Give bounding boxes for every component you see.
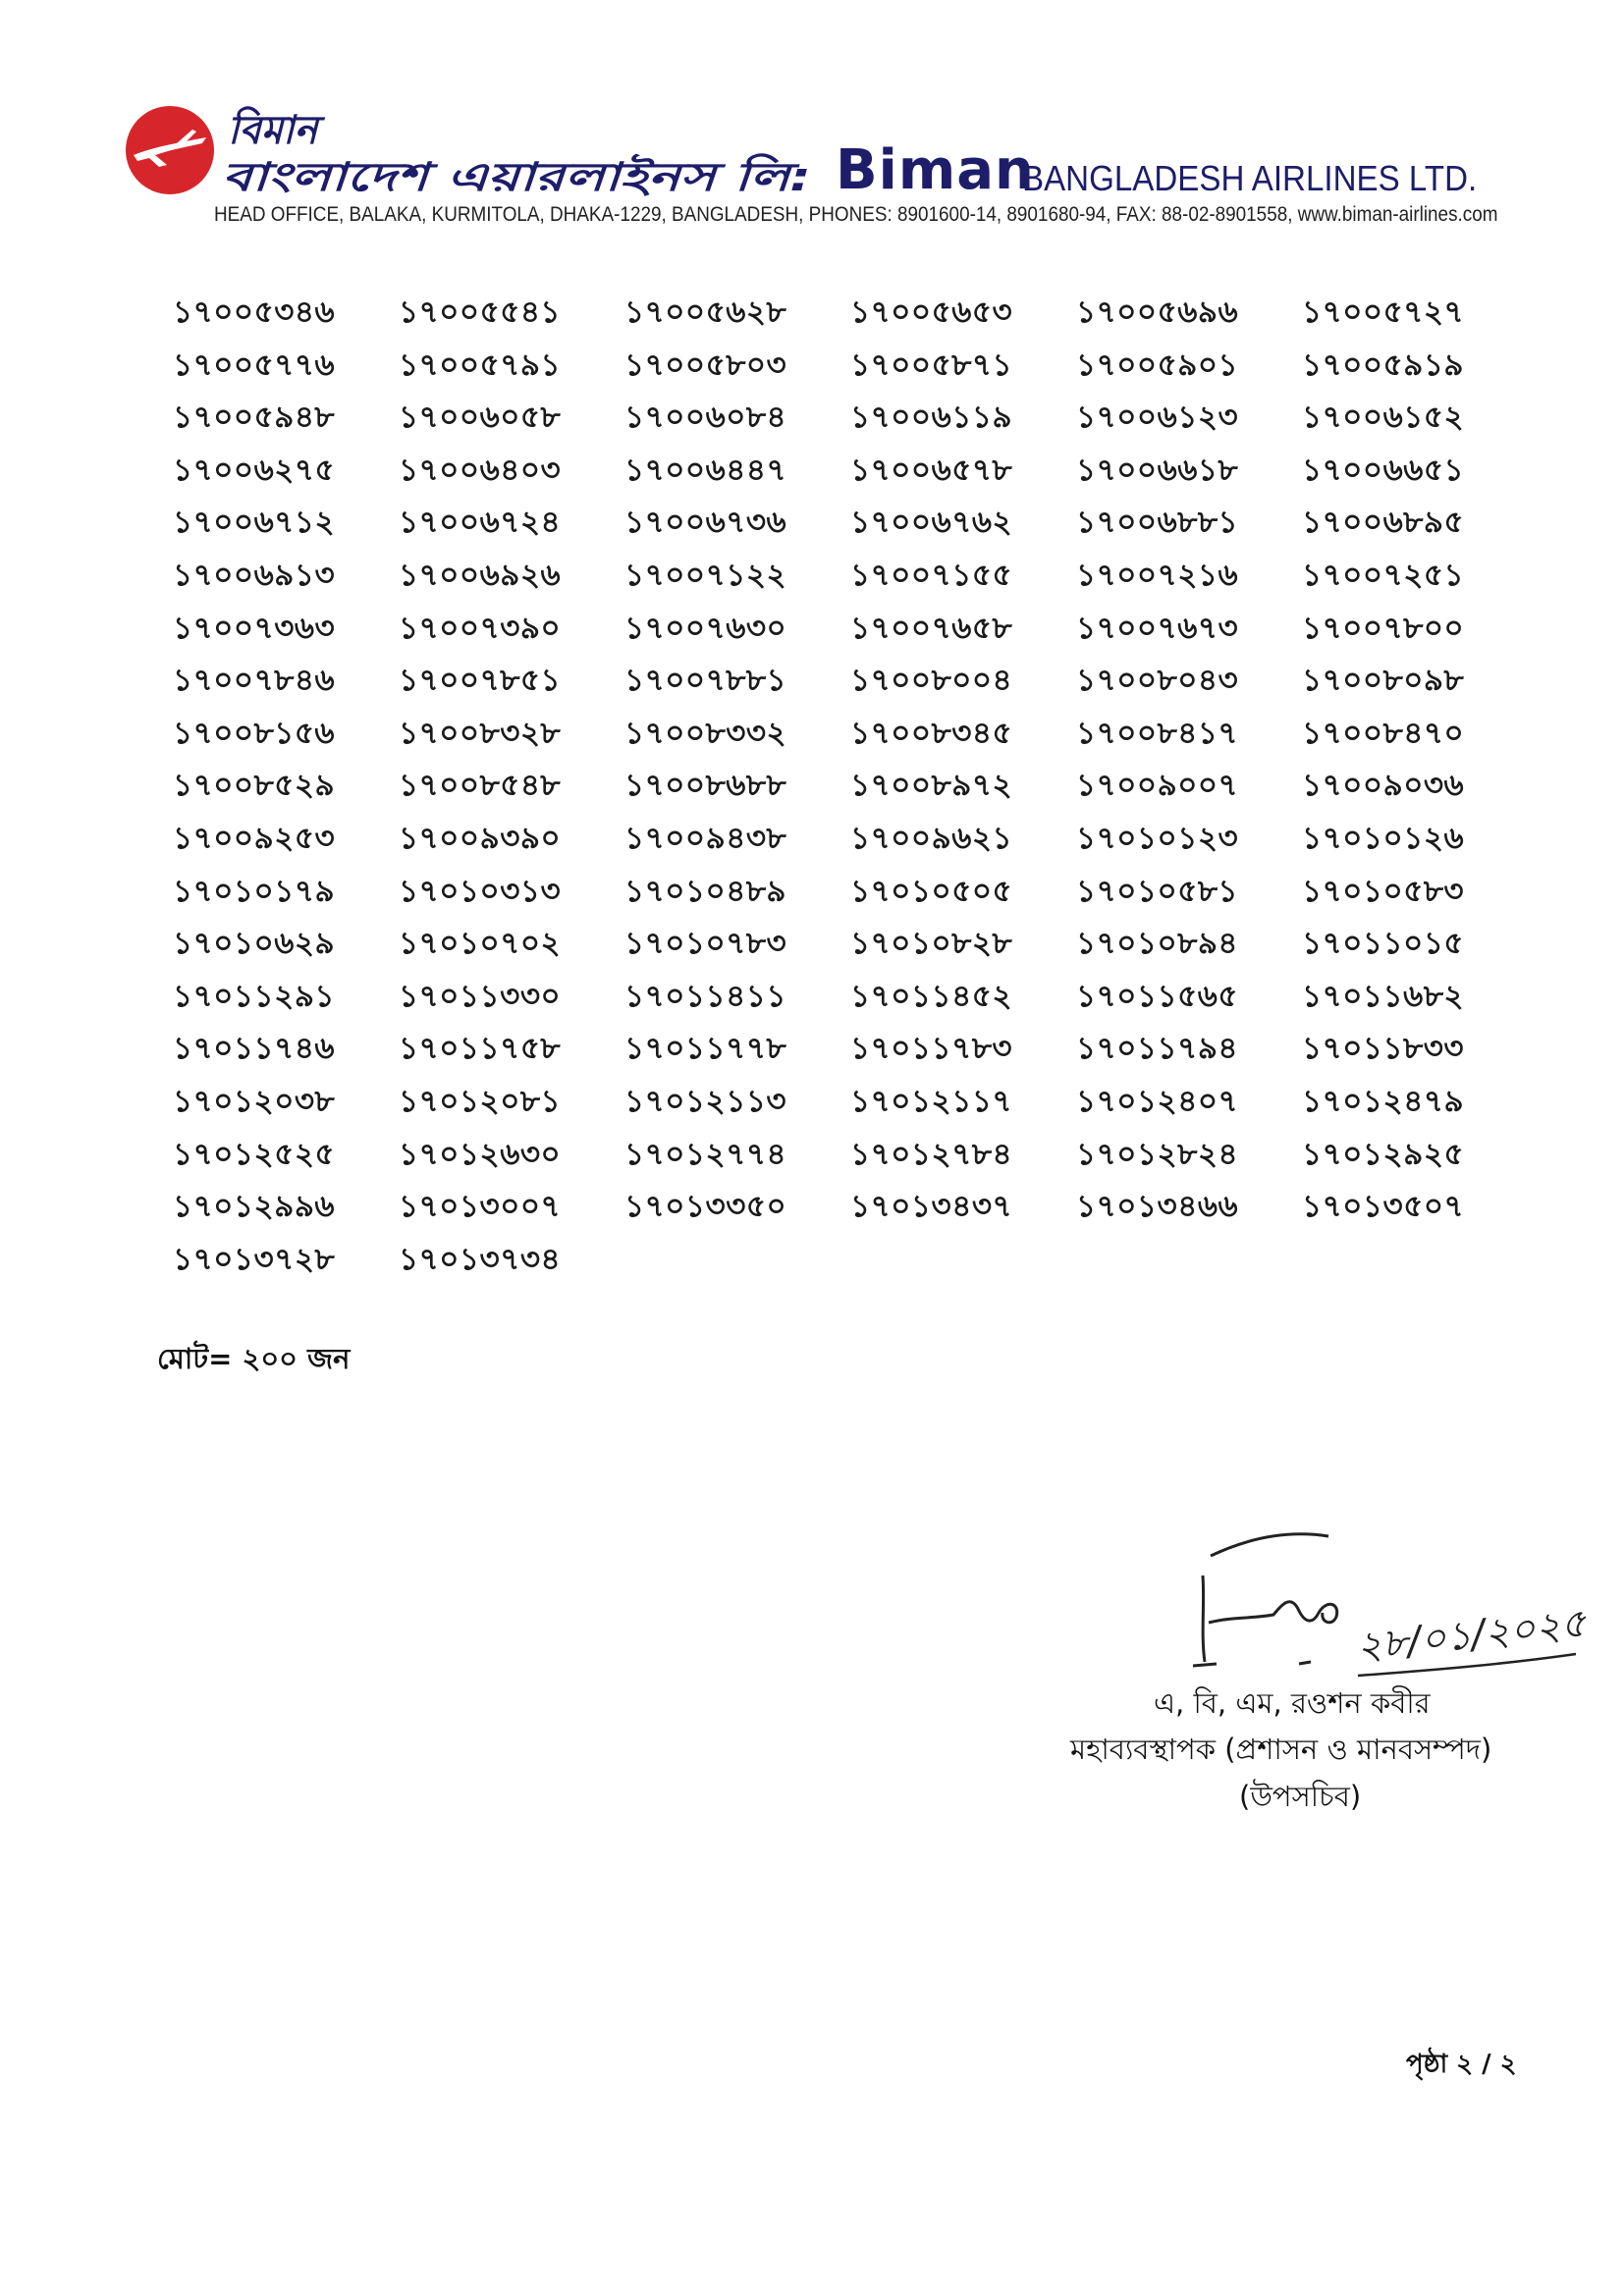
roll-number: ১৭০১০৩১৩ — [399, 873, 562, 909]
roll-number: ১৭০০৭২১৬ — [1076, 557, 1239, 593]
roll-number: ১৭০০৫৯০১ — [1076, 347, 1239, 383]
roll-number: ১৭০১১৩৩০ — [399, 978, 562, 1014]
roll-number: ১৭০০৫৮০৩ — [624, 347, 787, 383]
roll-number: ১৭০১১৮৩৩ — [1302, 1031, 1465, 1067]
roll-number: ১৭০১৩৩৫০ — [624, 1189, 787, 1225]
roll-number: ১৭০১১২৯১ — [173, 978, 336, 1014]
roll-number: ১৭০১১৪১১ — [624, 978, 787, 1014]
roll-number: ১৭০১৩৭২৮ — [173, 1241, 336, 1277]
roll-number: ১৭০০৭৬৫৮ — [850, 610, 1013, 646]
roll-number: ১৭০১০৪৮৯ — [624, 873, 787, 909]
roll-number: ১৭০০৭৬৩০ — [624, 610, 787, 646]
roll-number: ১৭০০৬৮৮১ — [1076, 505, 1239, 541]
roll-number: ১৭০১০৮২৮ — [850, 926, 1013, 962]
roll-number: ১৭০০৬৯১৩ — [173, 557, 336, 593]
roll-number-grid — [173, 291, 1518, 1290]
roll-number: ১৭০০৭৬৭৩ — [1076, 610, 1239, 646]
roll-number: ১৭০০৬৪৪৭ — [624, 452, 787, 488]
roll-number: ১৭০০৮৩৪৫ — [850, 715, 1013, 751]
roll-number: ১৭০০৮৯৭২ — [850, 768, 1013, 804]
roll-number: ১৭০০৫৬৯৬ — [1076, 294, 1239, 330]
roll-number: ১৭০০৫৩৪৬ — [173, 294, 336, 330]
letterhead — [124, 98, 1498, 236]
total-count: মোট= ২০০ জন — [157, 1342, 351, 1375]
roll-number: ১৭০১৩০০৭ — [399, 1189, 562, 1225]
roll-number: ১৭০০৮৫৪৮ — [399, 768, 562, 804]
roll-number: ১৭০১০১২৬ — [1302, 820, 1465, 856]
brand-english: BANGLADESH AIRLINES LTD. — [1022, 158, 1478, 198]
roll-number: ১৭০১০৬২৯ — [173, 926, 336, 962]
roll-number: ১৭০০৮৪১৭ — [1076, 715, 1239, 751]
roll-number: ১৭০০৭৮৪৬ — [173, 663, 336, 699]
roll-number: ১৭০০৬৯২৬ — [399, 557, 562, 593]
roll-number: ১৭০০৬৭৬২ — [850, 505, 1013, 541]
roll-number: ১৭০১০৫৮১ — [1076, 873, 1239, 909]
roll-number: ১৭০০৬১২৩ — [1076, 400, 1239, 436]
roll-number: ১৭০১২০৮১ — [399, 1083, 562, 1119]
roll-number: ১৭০০৫৫৪১ — [399, 294, 562, 330]
roll-number: ১৭০০৬৭৩৬ — [624, 505, 787, 541]
roll-number: ১৭০১০৫০৫ — [850, 873, 1013, 909]
roll-number: ১৭০০৫৯৪৮ — [173, 400, 336, 436]
roll-number: ১৭০১০১২৩ — [1076, 820, 1239, 856]
roll-number: ১৭০১২০৩৮ — [173, 1083, 336, 1119]
roll-number: ১৭০০৯০০৭ — [1076, 768, 1239, 804]
roll-number: ১৭০১২৪৭৯ — [1302, 1083, 1465, 1119]
roll-number: ১৭০১০৭০২ — [399, 926, 562, 962]
roll-number: ১৭০০৬৫৭৮ — [850, 452, 1013, 488]
roll-number: ১৭০০৯০৩৬ — [1302, 768, 1465, 804]
head-office-address: HEAD OFFICE, BALAKA, KURMITOLA, DHAKA-1229, BANGLADESH, PHONES: 8901600-14, 8901680-94, FAX: 88-02-8901558, www.biman-airlines.com — [214, 203, 1498, 226]
roll-number: ১৭০০৯৩৯০ — [399, 820, 562, 856]
page-number: পৃষ্ঠা ২ / ২ — [1406, 2050, 1517, 2079]
roll-number: ১৭০০৫৭৭৬ — [173, 347, 336, 383]
roll-number: ১৭০০৬২৭৫ — [173, 452, 336, 488]
roll-number: ১৭০১৩৭৩৪ — [399, 1241, 562, 1277]
roll-number: ১৭০০৮০৪৩ — [1076, 663, 1239, 699]
roll-number: ১৭০০৭৩৬৩ — [173, 610, 336, 646]
roll-number: ১৭০০৫৬২৮ — [624, 294, 787, 330]
roll-number: ১৭০০৭১২২ — [624, 557, 787, 593]
signatory-designation: মহাব্যবস্থাপক (প্রশাসন ও মানবসম্পদ) — [1070, 1733, 1492, 1766]
roll-number: ১৭০১১৭৪৬ — [173, 1031, 336, 1067]
roll-number: ১৭০১২৬৩০ — [399, 1136, 562, 1172]
roll-number: ১৭০০৬০৫৮ — [399, 400, 562, 436]
roll-number: ১৭০১২১১৭ — [850, 1083, 1013, 1119]
roll-number: ১৭০০৭৮৫১ — [399, 663, 562, 699]
roll-number: ১৭০০৬৮৯৫ — [1302, 505, 1465, 541]
roll-number: ১৭০০৮৫২৯ — [173, 768, 336, 804]
roll-number: ১৭০১১৪৫২ — [850, 978, 1013, 1014]
roll-number: ১৭০০৬৬১৮ — [1076, 452, 1239, 488]
roll-number: ১৭০১২১১৩ — [624, 1083, 787, 1119]
signatory-name: এ, বি, এম, রওশন কবীর — [1154, 1686, 1431, 1720]
roll-number: ১৭০১০৫৮৩ — [1302, 873, 1465, 909]
signature-handwritten — [1183, 1517, 1596, 1693]
roll-number: ১৭০০৮১৫৬ — [173, 715, 336, 751]
signature-date: ২৮/০১/২০২৫ — [1354, 1600, 1589, 1670]
roll-number: ১৭০০৫৬৫৩ — [850, 294, 1013, 330]
roll-number: ১৭০০৫৯১৯ — [1302, 347, 1465, 383]
roll-number: ১৭০১০৭৮৩ — [624, 926, 787, 962]
roll-number: ১৭০০৭৮০০ — [1302, 610, 1465, 646]
roll-number: ১৭০০৮৩২৮ — [399, 715, 562, 751]
roll-number: ১৭০১৩৪৬৬ — [1076, 1189, 1239, 1225]
roll-number: ১৭০০৬১১৯ — [850, 400, 1013, 436]
roll-number: ১৭০০৮০০৪ — [850, 663, 1013, 699]
roll-number: ১৭০০৮৪৭০ — [1302, 715, 1465, 751]
roll-number: ১৭০১২৭৮৪ — [850, 1136, 1013, 1172]
roll-number: ১৭০০৬১৫২ — [1302, 400, 1465, 436]
roll-number: ১৭০১৩৫০৭ — [1302, 1189, 1465, 1225]
roll-number: ১৭০০৫৭২৭ — [1302, 294, 1465, 330]
roll-number: ১৭০০৭৩৯০ — [399, 610, 562, 646]
roll-number: ১৭০১১৭৫৮ — [399, 1031, 562, 1067]
roll-number: ১৭০০৮৬৮৮ — [624, 768, 787, 804]
roll-number: ১৭০০৮৩৩২ — [624, 715, 787, 751]
roll-number: ১৭০১২৭৭৪ — [624, 1136, 787, 1172]
roll-number: ১৭০০৭৮৮১ — [624, 663, 787, 699]
roll-number: ১৭০১১৭৭৮ — [624, 1031, 787, 1067]
roll-number: ১৭০১২৮২৪ — [1076, 1136, 1239, 1172]
roll-number: ১৭০১১৭৮৩ — [850, 1031, 1013, 1067]
roll-number: ১৭০০৭১৫৫ — [850, 557, 1013, 593]
brand-name: Biman — [836, 138, 1035, 202]
roll-number: ১৭০১২৯২৫ — [1302, 1136, 1465, 1172]
roll-number: ১৭০১১৫৬৫ — [1076, 978, 1239, 1014]
roll-number: ১৭০০৭২৫১ — [1302, 557, 1465, 593]
roll-number: ১৭০১৩৪৩৭ — [850, 1189, 1013, 1225]
roll-number: ১৭০১১৬৮২ — [1302, 978, 1465, 1014]
roll-number: ১৭০১১৭৯৪ — [1076, 1031, 1239, 1067]
roll-number: ১৭০০৬৭২৪ — [399, 505, 562, 541]
roll-number: ১৭০০৯২৫৩ — [173, 820, 336, 856]
roll-number: ১৭০১২৯৯৬ — [173, 1189, 336, 1225]
roll-number: ১৭০০৮০৯৮ — [1302, 663, 1465, 699]
roll-number: ১৭০০৫৮৭১ — [850, 347, 1013, 383]
biman-stork-logo-icon — [124, 104, 216, 196]
roll-number: ১৭০০৫৭৯১ — [399, 347, 562, 383]
brand-bangla-line1: বিমান — [228, 108, 318, 153]
roll-number: ১৭০১০১৭৯ — [173, 873, 336, 909]
roll-number: ১৭০১২৪০৭ — [1076, 1083, 1239, 1119]
roll-number: ১৭০০৯৬২১ — [850, 820, 1013, 856]
roll-number: ১৭০০৬০৮৪ — [624, 400, 787, 436]
signatory-rank: (উপসচিব) — [1239, 1780, 1362, 1813]
roll-number: ১৭০০৬৭১২ — [173, 505, 336, 541]
roll-number: ১৭০১১০১৫ — [1302, 926, 1465, 962]
roll-number: ১৭০০৯৪৩৮ — [624, 820, 787, 856]
roll-number: ১৭০০৬৬৫১ — [1302, 452, 1465, 488]
brand-bangla-line2: বাংলাদেশ এয়ারলাইনস লি: — [222, 155, 653, 200]
brand-bangla-wordmark — [222, 104, 840, 202]
roll-number: ১৭০১২৫২৫ — [173, 1136, 336, 1172]
roll-number: ১৭০১০৮৯৪ — [1076, 926, 1239, 962]
roll-number: ১৭০০৬৪০৩ — [399, 452, 562, 488]
